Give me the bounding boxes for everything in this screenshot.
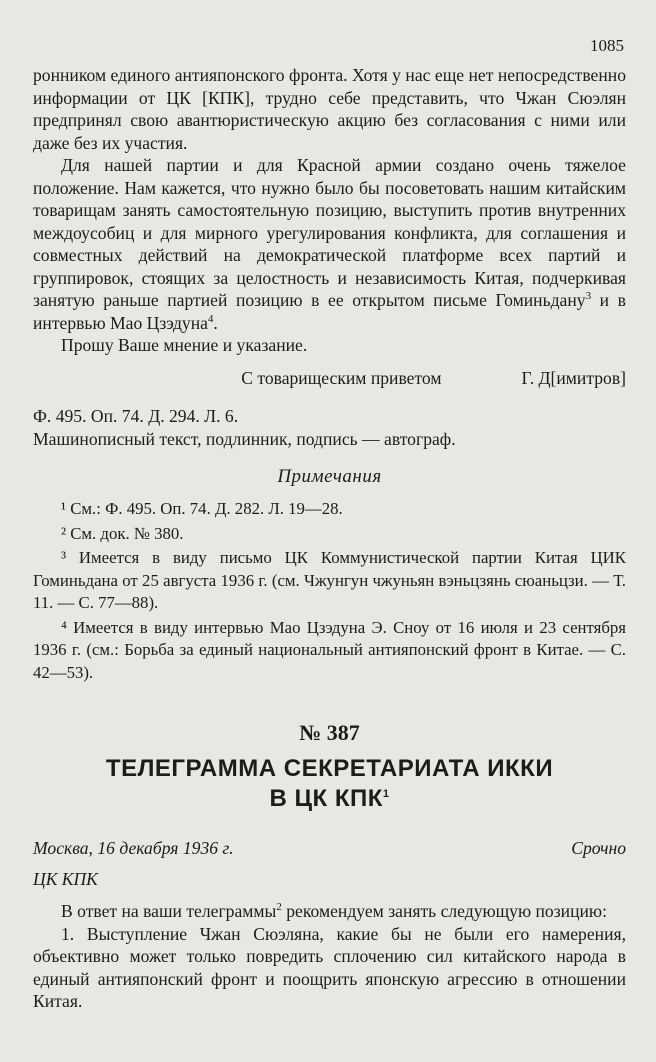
signature-line — [33, 367, 626, 390]
note-1: ¹ См.: Ф. 495. Оп. 74. Д. 282. Л. 19—28. — [61, 499, 343, 518]
signature-greeting: С товарищеским приветом — [241, 367, 442, 388]
paragraph-3: Прошу Ваше мнение и указание. — [61, 335, 308, 355]
archive-description: Машинописный текст, подлинник, подпись — автограф. — [33, 428, 456, 449]
dateline-urgency: Срочно — [571, 838, 626, 858]
note-4: ⁴ Имеется в виду интервью Мао Цзэдуна Э. Сноу от 16 июля и 23 сентября 1936 г. (см.: Борьба за единый национальный антияпонский фронт в Китае. — С. 42—53). — [33, 617, 626, 682]
page-body — [33, 64, 626, 1013]
paragraph-2: Для нашей партии и для Красной армии создано очень тяжелое положение. Нам кажется, что нужно было бы посоветовать нашим китайским товарищам занять самостоятельную позицию, выступить против внутренних междоусобиц и для мирного урегулирования конфликта, для соглашения и совместных действий на демократической платформе всех партий и группировок, стоящих за целостность и независимость Китая, подчеркивая занятую раньше партией позицию в ее открытом письме Гоминьдану$^3$ и в интервью Мао Цзэдуна$^4$. — [33, 155, 626, 333]
document-title: ТЕЛЕГРАММА СЕКРЕТАРИАТА ИККИ В ЦК КПК$^1$ — [105, 755, 554, 812]
addressee: ЦК КПК — [33, 869, 98, 889]
archive-reference: Ф. 495. Оп. 74. Д. 294. Л. 6. — [33, 406, 239, 426]
document-number: № 387 — [299, 720, 360, 745]
notes-heading: Примечания — [277, 466, 382, 487]
note-2: ² См. док. № 380. — [61, 523, 184, 543]
dateline-place-date: Москва, 16 декабря 1936 г. — [33, 838, 234, 858]
dateline — [33, 838, 626, 859]
telegram-intro: В ответ на ваши телеграммы$^2$ рекомендуем занять следующую позицию: — [61, 901, 607, 921]
signature-name: Г. Д[имитров] — [521, 367, 626, 388]
paragraph-1: ронником единого антияпонского фронта. Хотя у нас еще нет непосредственно информации от ЦК [КПК], трудно себе представить, что Чжан Сюэлян предпринял свою авантюристическую акцию без согласования с ними или даже без их участия. — [33, 65, 626, 153]
note-3: ³ Имеется в виду письмо ЦК Коммунистической партии Китая ЦИК Гоминьдана от 25 августа 1936 г. (см. Чжунгун чжуньян вэньцзянь сюаньцзи. — Т. 11. — С. 77—88). — [33, 548, 626, 612]
telegram-point-1: 1. Выступление Чжан Сюэляна, какие бы не были его намерения, объективно может только повредить сплочению сил китайского народа в единый антияпонский фронт и поощрить японскую агрессию в отношении Китая. — [33, 923, 626, 1011]
page-number: 1085 — [590, 36, 624, 55]
